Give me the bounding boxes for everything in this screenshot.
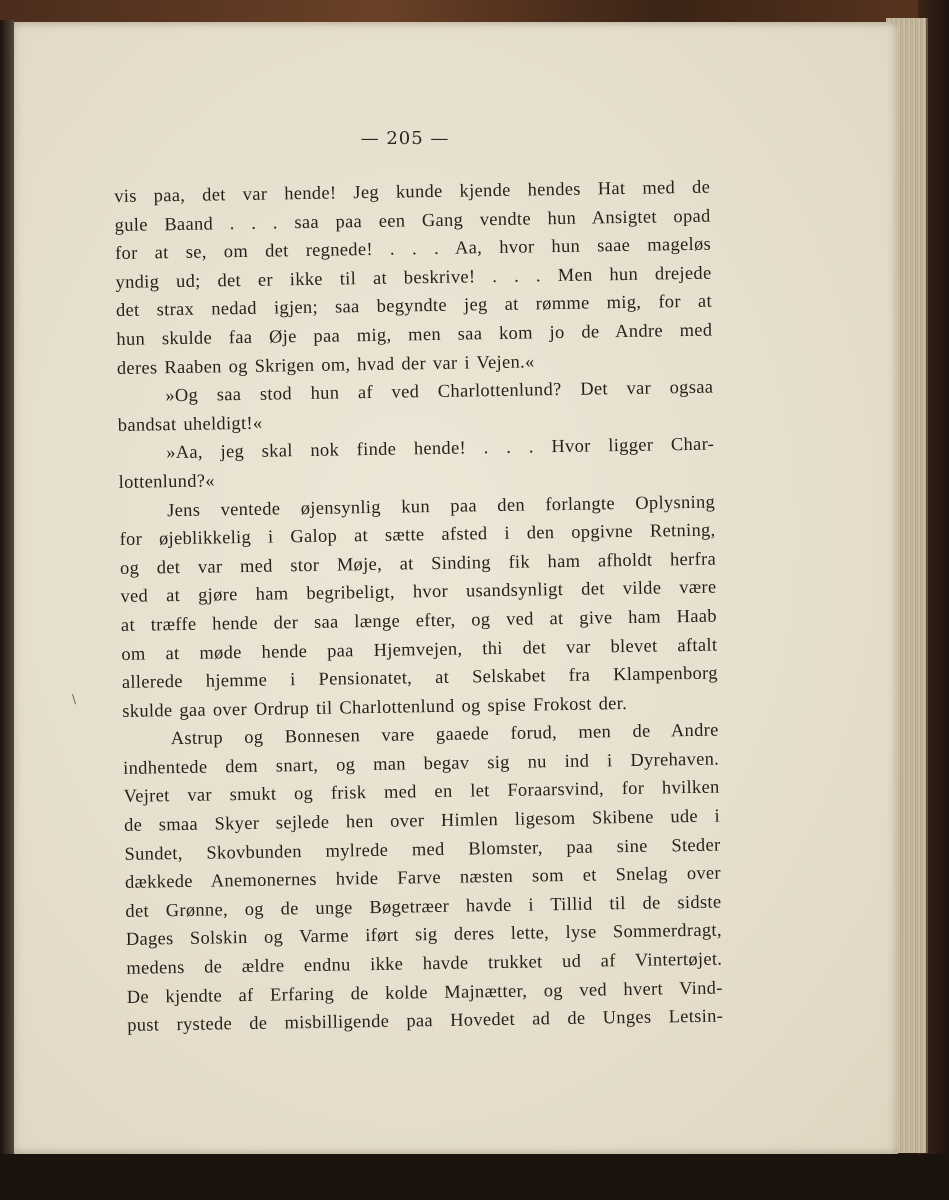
text-line: Sundet, Skovbunden mylrede med Blomster, paa sine Steder — [124, 834, 721, 864]
text-line: ved at gjøre ham begribeligt, hvor usandsynligt det vilde være — [120, 576, 717, 607]
text-line: »Og saa stod hun af ved Charlottenlund? Det var ogsaa — [165, 376, 714, 406]
text-line: Astrup og Bonnesen vare gaaede forud, men de Andre — [170, 719, 719, 749]
margin-speck: \ — [72, 692, 77, 706]
text-line: det Grønne, og de unge Bøgetræer havde i Tillid til de sidste — [125, 891, 722, 921]
text-line: de smaa Skyer sejlede hen over Himlen ligesom Skibene ude i — [123, 805, 721, 835]
text-line: for at se, om det regnede! . . . Aa, hvor hun saae mageløs — [114, 233, 712, 264]
text-line: »Aa, jeg skal nok finde hende! . . . Hvor ligger Char- — [166, 433, 715, 463]
text-line: skulde gaa over Ordrup til Charlottenlund og spise Frokost der. — [122, 692, 628, 721]
text-line: bandsat uheldigt!« — [117, 412, 263, 435]
text-line: gule Baand . . . saa paa een Gang vendte hun Ansigtet opad — [114, 205, 711, 235]
spine-shadow — [0, 20, 14, 1170]
text-line: at træffe hende der saa længe efter, og ved at give ham Haab — [120, 605, 718, 635]
text-line: pust rystede de misbilligende paa Hovedet ad de Unges Letsin- — [127, 1005, 724, 1036]
text-line: medens de ældre endnu ikke havde trukket ud af Vintertøjet. — [126, 948, 723, 978]
text-line: indhentede dem snart, og man begav sig nu ind i Dyrehaven. — [123, 748, 720, 778]
text-line: Vejret var smukt og frisk med en let Foraarsvind, for hvilken — [123, 777, 720, 807]
text-line: dækkede Anemonernes hvide Farve næsten som et Snelag over — [124, 862, 722, 893]
page-number: — 205 — — [360, 128, 450, 149]
text-line: om at møde hende paa Hjemvejen, thi det var blevet aftalt — [121, 634, 718, 664]
text-line: hun skulde faa Øje paa mig, men saa kom jo de Andre med — [116, 319, 713, 349]
text-line: allerede hjemme i Pensionatet, at Selskabet fra Klampenborg — [121, 662, 718, 693]
text-line: yndig ud; det er ikke til at beskrive! . . . Men hun drejede — [115, 262, 712, 292]
text-line: De kjendte af Erfaring de kolde Majnætter, og ved hvert Vind- — [126, 977, 723, 1007]
background-table — [0, 1154, 949, 1200]
body-text — [114, 173, 723, 1040]
text-line: og det var med stor Møje, at Sinding fik ham afholdt herfra — [119, 548, 717, 578]
text-line: Dages Solskin og Varme iført sig deres lette, lyse Sommerdragt, — [125, 919, 722, 950]
text-line: deres Raaben og Skrigen om, hvad der var i Vejen.« — [116, 350, 535, 378]
text-line: det strax nedad igjen; saa begyndte jeg at rømme mig, for at — [115, 290, 713, 321]
text-line: for øjeblikkelig i Galop at sætte afsted i den opgivne Retning, — [119, 519, 716, 550]
text-line: Jens ventede øjensynlig kun paa den forlangte Oplysning — [166, 491, 716, 520]
text-line: lottenlund?« — [118, 470, 215, 492]
text-line: vis paa, det var hende! Jeg kunde kjende hendes Hat med de — [114, 176, 711, 206]
